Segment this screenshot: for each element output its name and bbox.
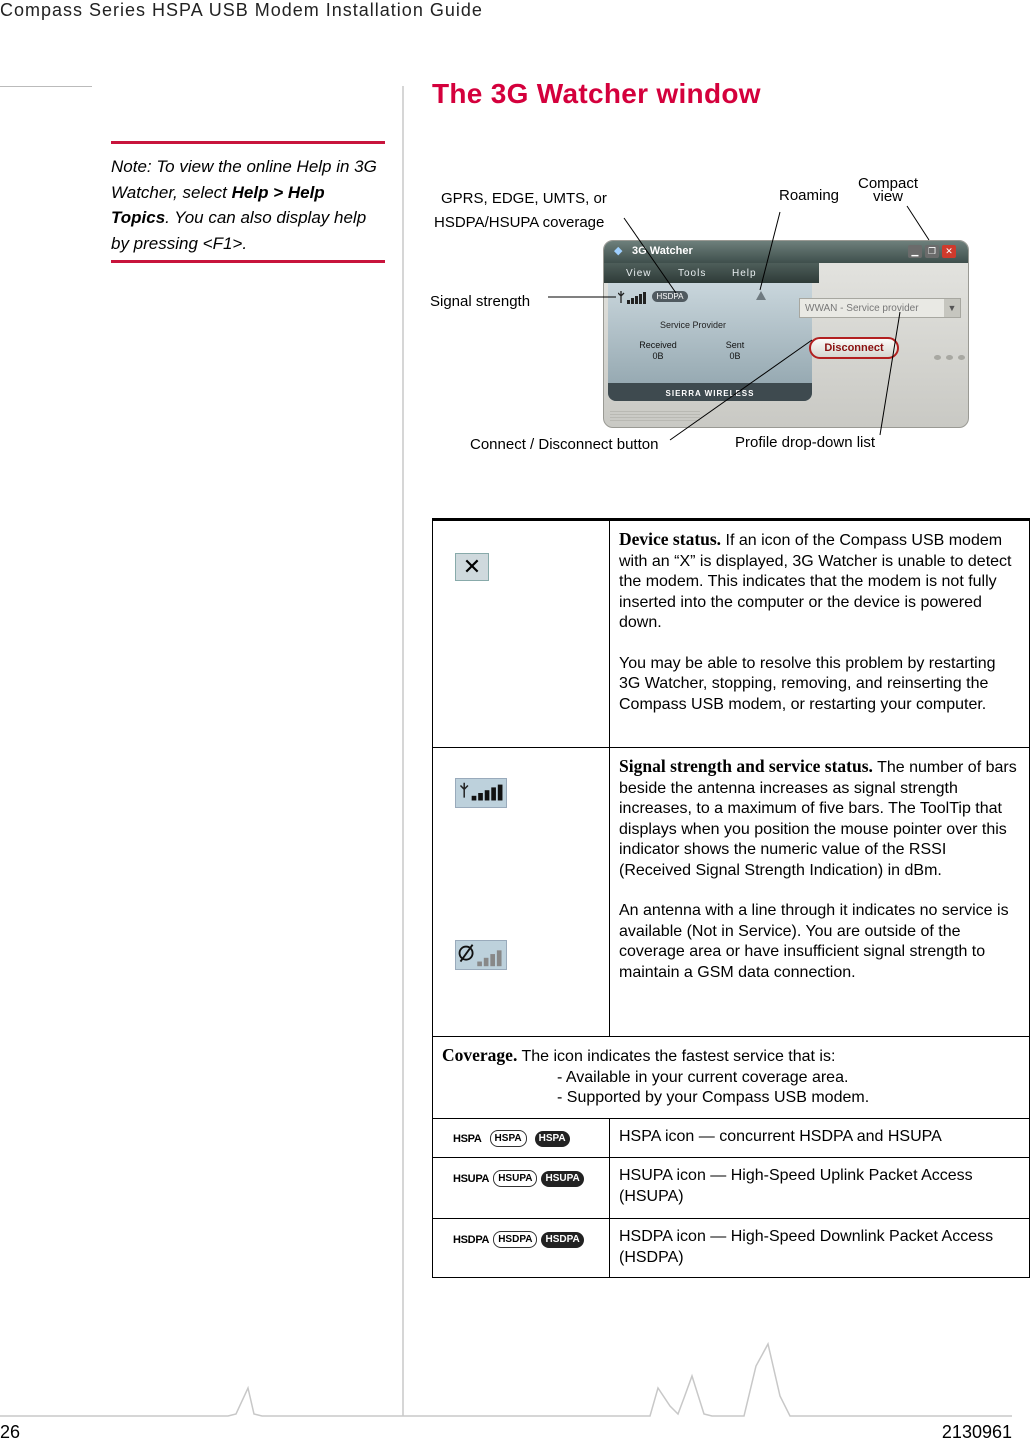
disconnect-button[interactable]: Disconnect: [809, 337, 899, 359]
text-cell: HSUPA icon — High-Speed Uplink Packet Access (HSUPA): [610, 1158, 1030, 1219]
menu-tools[interactable]: Tools: [678, 268, 707, 279]
text-cell: HSPA icon — concurrent HSDPA and HSUPA: [610, 1119, 1030, 1158]
callout-roaming: Roaming: [779, 187, 840, 204]
callout-connect-button: Connect / Disconnect button: [470, 436, 659, 453]
service-provider-label: Service Provider: [659, 320, 727, 330]
device-status-text1: If an icon of the Compass USB modem with an “X” is displayed, 3G Watcher is unable to detect the modem. This indicates that the modem is not fully inserted into the computer or the device is powered down.: [619, 532, 1012, 631]
document-number: 2130961: [941, 1422, 1012, 1442]
hspa-badges: [453, 1130, 570, 1147]
coverage-cell: [433, 1037, 1030, 1119]
signal-text2: An antenna with a line through it indicates no service is available (Not in Service). You are outside of the coverage area or have insufficient signal strength to maintain a GSM data connection.: [619, 902, 1009, 981]
callout-coverage-line2: HSDPA/HSUPA coverage: [434, 214, 605, 231]
menu-help[interactable]: Help: [732, 268, 757, 279]
note-suffix: . You can also display help by pressing <F1>.: [111, 208, 367, 253]
signal-para1: [619, 756, 1021, 881]
signal-title: Signal strength and service status.: [619, 756, 873, 776]
hspa-icon-plain: HSPA: [453, 1132, 482, 1145]
hsupa-icon-plain: HSUPA: [453, 1172, 490, 1185]
text-cell: [610, 520, 1030, 748]
callout-signal-strength: Signal strength: [430, 293, 531, 310]
table-row-coverage: [433, 1037, 1030, 1119]
text-cell: HSDPA icon — High-Speed Downlink Packet Access (HSDPA): [610, 1219, 1030, 1278]
callout-lines: [0, 0, 1030, 480]
signal-strength-icon: [455, 778, 507, 808]
coverage-item1: - Available in your current coverage area.: [557, 1068, 849, 1086]
watcher-title: 3G Watcher: [632, 245, 693, 257]
callout-line-compact: [907, 206, 929, 240]
hspa-icon-filled: HSPA: [535, 1131, 570, 1147]
compact-view-icon[interactable]: ❐: [925, 245, 939, 258]
coverage-text: The icon indicates the fastest service that is:: [517, 1048, 836, 1065]
close-icon[interactable]: ✕: [942, 245, 956, 258]
section-title: The 3G Watcher window: [432, 78, 761, 109]
coverage-badge: HSDPA: [652, 291, 688, 302]
hsdpa-badges: [453, 1231, 584, 1248]
icon-cell: [433, 520, 610, 748]
document-header: Compass Series HSPA USB Modem Installation Guide: [0, 0, 483, 20]
icon-cell: [433, 1119, 610, 1158]
icon-cell: [433, 1219, 610, 1278]
callout-line-profile: [880, 312, 900, 435]
callout-line-roaming: [760, 212, 780, 290]
hsdpa-icon-plain: HSDPA: [453, 1233, 490, 1246]
note-prefix: Note: To view the online Help in 3G Watcher, select: [111, 157, 377, 202]
received-value: 0B: [652, 351, 664, 361]
callout-line-coverage: [624, 218, 676, 293]
table-row: [433, 1119, 1030, 1158]
minimize-icon[interactable]: ▁: [908, 245, 922, 258]
device-status-icon: ✕: [455, 553, 489, 581]
hspa-icon-outline: HSPA: [490, 1130, 527, 1147]
status-table: [432, 518, 1030, 1278]
table-row: [433, 1219, 1030, 1278]
device-status-text2: You may be able to resolve this problem by restarting 3G Watcher, stopping, removing, and reinserting the Compass USB modem, or restarting your computer.: [619, 654, 996, 713]
callout-profile-list: Profile drop-down list: [735, 434, 876, 451]
table-row-signal: [433, 748, 1030, 1037]
no-service-icon: [455, 940, 507, 970]
page-number: 26: [0, 1422, 21, 1442]
callout-coverage-line1: GPRS, EDGE, UMTS, or: [441, 190, 607, 207]
received-label: Received: [639, 340, 677, 350]
sent-label: Sent: [725, 340, 745, 350]
callout-compact-line2: view: [873, 188, 904, 205]
note-bold-help-topics: Help > Help Topics: [111, 182, 325, 227]
device-status-para1: [619, 529, 1021, 634]
icon-cell: [433, 1158, 610, 1219]
icon-cell: [433, 748, 610, 1037]
sent-value: 0B: [729, 351, 741, 361]
hsdpa-icon-filled: HSDPA: [541, 1232, 583, 1248]
chevron-down-icon[interactable]: ▼: [944, 299, 960, 317]
callout-compact-line1: Compact: [858, 175, 919, 192]
sierra-wireless-logo: SIERRA WIRELESS: [608, 383, 812, 401]
hsdpa-icon-outline: HSDPA: [493, 1231, 537, 1248]
text-cell: [610, 748, 1030, 1037]
coverage-title: Coverage.: [442, 1045, 518, 1065]
signal-text1: The number of bars beside the antenna increases as signal strength increases, to a maximum of five bars. The ToolTip that displays when you position the mouse pointer over this indicator shows the numeric value of the RSSI (Received Signal Strength Indication) in dBm.: [619, 759, 1017, 879]
hsupa-icon-outline: HSUPA: [493, 1170, 537, 1187]
hsupa-icon-filled: HSUPA: [541, 1171, 583, 1187]
device-status-title: Device status.: [619, 529, 722, 549]
hsupa-badges: [453, 1170, 584, 1187]
table-row-device-status: [433, 520, 1030, 748]
callout-line-connect: [670, 340, 812, 440]
watcher-logo-icon: ◆: [614, 245, 623, 257]
coverage-item2: - Supported by your Compass USB modem.: [557, 1089, 870, 1106]
profile-dropdown-value: WWAN - Service provider: [805, 303, 919, 314]
menu-view[interactable]: View: [626, 268, 652, 279]
footer-decoration: [0, 1336, 1030, 1426]
table-row: [433, 1158, 1030, 1219]
